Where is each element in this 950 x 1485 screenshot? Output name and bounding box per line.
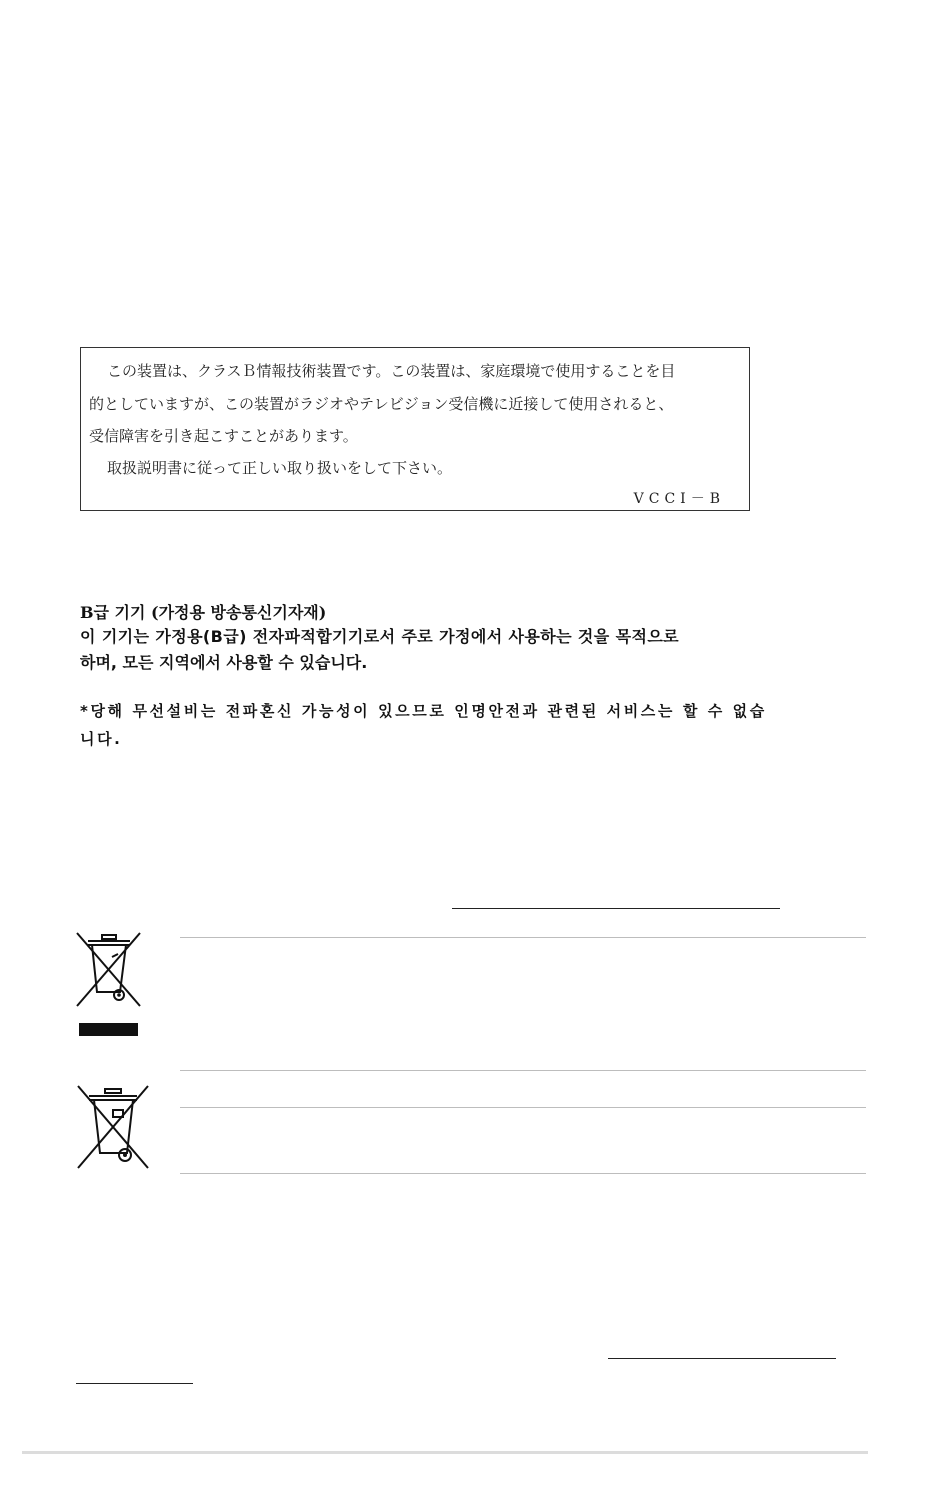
vcci-line-2: 的としていますが、この装置がラジオやテレビジョン受信機に近接して使用されると、 [89,395,674,413]
crossed-out-wheeled-bin-battery-icon [75,1083,151,1171]
crossed-out-wheeled-bin-icon [74,930,142,1040]
korea-radio-notice-line-2: 니다. [80,730,123,748]
vcci-line-1: この装置は、クラスＢ情報技術装置です。この装置は、家庭環境で使用することを目 [107,362,676,380]
vcci-line-4: 取扱説明書に従って正しい取り扱いをして下さい。 [107,459,453,477]
vcci-mark: VCCI－B [633,491,725,507]
korea-class-b-line-1: 이 기기는 가정용(B급) 전자파적합기기로서 주로 가정에서 사용하는 것을 목적으로 [80,627,680,646]
section-divider [180,937,866,938]
section-divider [180,1070,866,1071]
korea-class-b-title: B급 기기 (가정용 방송통신기자재) [80,603,327,622]
korea-radio-notice-line-1: *당해 무선설비는 전파혼신 가능성이 있으므로 인명안전과 관련된 서비스는 할 수 없습 [80,702,767,720]
underline-rule [608,1358,836,1359]
section-divider [180,1173,866,1174]
underline-rule [452,908,780,909]
vcci-notice-box [80,347,750,511]
vcci-line-3: 受信障害を引き起こすことがあります。 [89,427,358,445]
section-divider [180,1107,866,1108]
footer-rule [22,1451,868,1454]
underline-rule [76,1383,193,1384]
korea-class-b-line-2: 하며, 모든 지역에서 사용할 수 있습니다. [80,653,368,672]
